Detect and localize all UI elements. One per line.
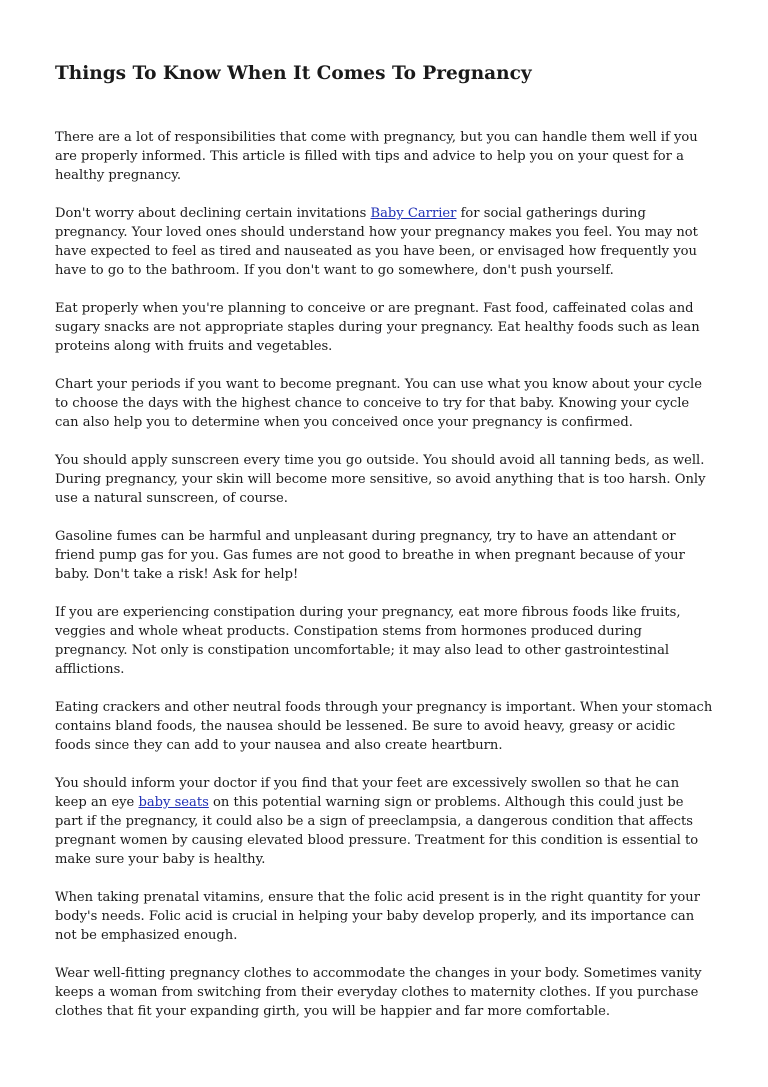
paragraph-prenatal-vitamins: When taking prenatal vitamins, ensure that the folic acid present is in the right quantity for your body's needs. Folic acid is crucial in helping your baby develop properly, and its importance can not be emphasized enough.	[55, 890, 700, 943]
paragraph-constipation: If you are experiencing constipation during your pregnancy, eat more fibrous foods like fruits, veggies and whole wheat products. Constipation stems from hormones produced during pregnancy. Not only is constipation uncomfortable; it may also lead to other gastrointestinal afflictions.	[55, 605, 681, 677]
paragraph-text: on this potential warning sign or problems. Although this could just be part if the pregnancy, it could also be a sign of preeclampsia, a dangerous condition that affects pregnant women by causing elevated blood pressure. Treatment for this condition is essential to make sure your baby is healthy.	[55, 795, 699, 867]
document-page	[55, 62, 715, 1040]
paragraph-swollen-feet	[55, 774, 715, 869]
paragraph-intro: There are a lot of responsibilities that come with pregnancy, but you can handle them well if you are properly informed. This article is filled with tips and advice to help you on your quest for a healthy pregnancy.	[55, 130, 698, 183]
paragraph-eat-properly: Eat properly when you're planning to conceive or are pregnant. Fast food, caffeinated colas and sugary snacks are not appropriate staples during your pregnancy. Eat healthy foods such as lean proteins along with fruits and vegetables.	[55, 301, 700, 354]
paragraph-pregnancy-clothes: Wear well-fitting pregnancy clothes to accommodate the changes in your body. Sometimes vanity keeps a woman from switching from their everyday clothes to maternity clothes. If you purchase clothes that fit your expanding girth, you will be happier and far more comfortable.	[55, 966, 702, 1019]
paragraph-text: Don't worry about declining certain invitations	[55, 206, 371, 221]
paragraph-text: You should inform your doctor if you find that your feet are excessively swollen so that he can keep an eye	[55, 776, 680, 810]
paragraph-invitations	[55, 204, 715, 280]
paragraph-sunscreen: You should apply sunscreen every time you go outside. You should avoid all tanning beds, as well. During pregnancy, your skin will become more sensitive, so avoid anything that is too harsh. Only use a natural sunscreen, of course.	[55, 453, 706, 506]
page-title: Things To Know When It Comes To Pregnancy	[55, 63, 532, 84]
paragraph-crackers: Eating crackers and other neutral foods through your pregnancy is important. When your stomach contains bland foods, the nausea should be lessened. Be sure to avoid heavy, greasy or acidic foods since they can add to your nausea and also create heartburn.	[55, 700, 713, 753]
paragraph-gasoline: Gasoline fumes can be harmful and unpleasant during pregnancy, try to have an attendant or friend pump gas for you. Gas fumes are not good to breathe in when pregnant because of your baby. Don't take a risk! Ask for help!	[55, 529, 685, 582]
paragraph-chart-periods: Chart your periods if you want to become pregnant. You can use what you know about your cycle to choose the days with the highest chance to conceive to try for that baby. Knowing your cycle can also help you to determine when you conceived once your pregnancy is confirmed.	[55, 377, 702, 430]
paragraph-text: for social gatherings during pregnancy. Your loved ones should understand how your pregnancy makes you feel. You may not have expected to feel as tired and nauseated as you have been, or envisaged how frequently you have to go to the bathroom. If you don't want to go somewhere, don't push yourself.	[55, 206, 698, 278]
baby-carrier-link[interactable]: Baby Carrier	[370, 206, 457, 221]
baby-seats-link[interactable]: baby seats	[138, 795, 209, 810]
